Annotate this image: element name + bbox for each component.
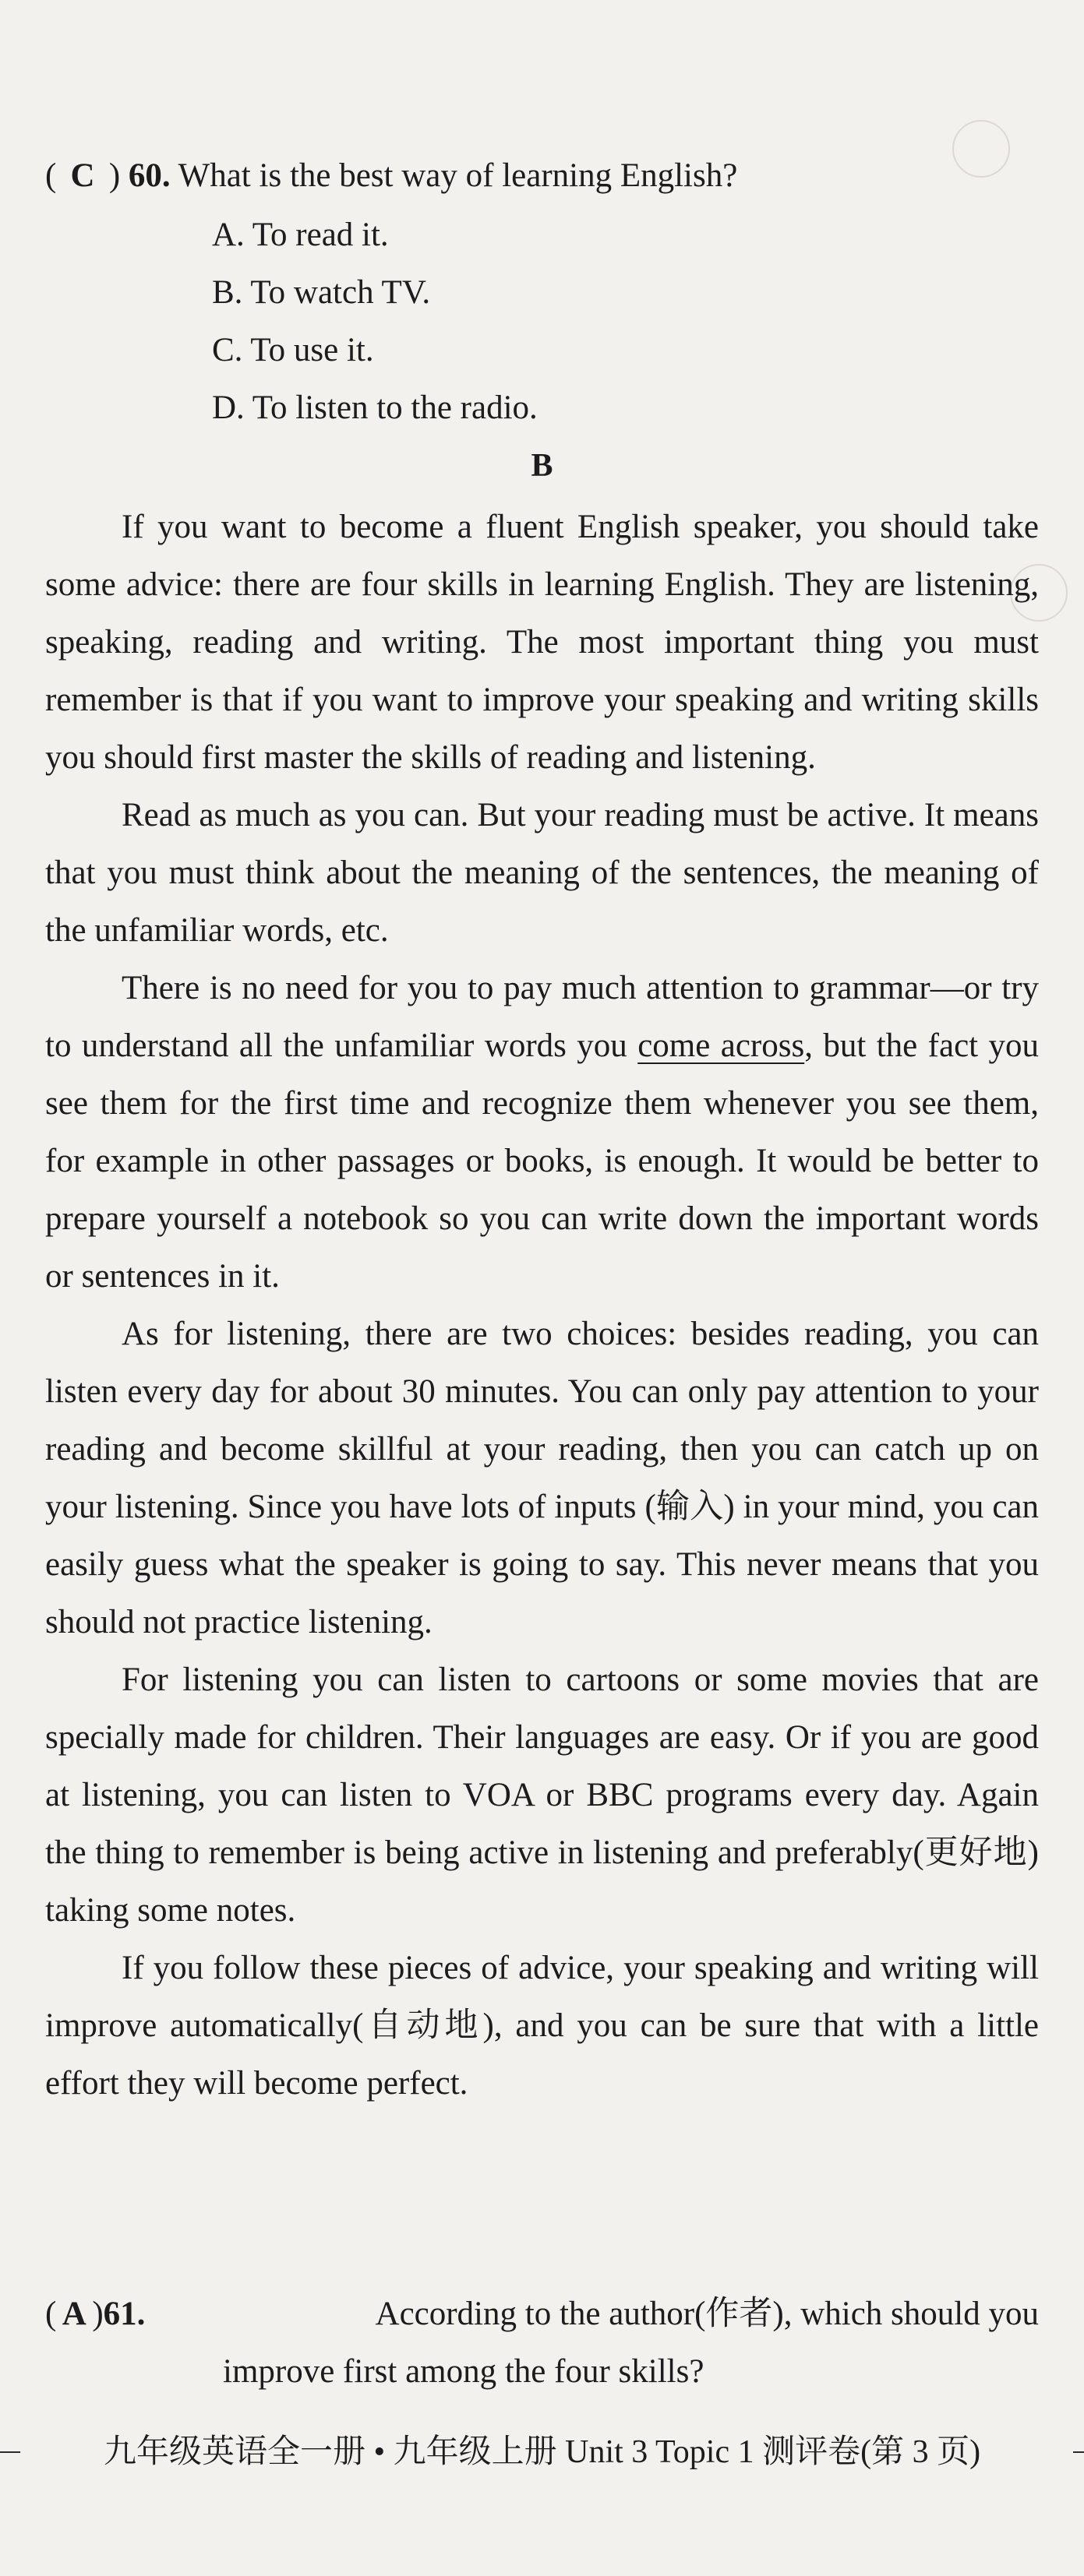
question-61 <box>45 2285 1039 2401</box>
question-number-60: 60. <box>128 157 171 194</box>
paragraph-1: If you want to become a fluent English speaker, you should take some advice: there are four skills in learning English. They are listening, speaking, reading and writing. The most important thing you must remember is that if you want to improve your speaking and writing skills you should first master the skills of reading and listening. <box>45 509 1039 776</box>
reading-passage <box>45 499 1039 2113</box>
answer-close-paren: ) <box>92 2296 104 2332</box>
option-a: A. To read it. <box>212 217 389 253</box>
underlined-phrase: come across <box>637 1027 805 1064</box>
paragraph-2: Read as much as you can. But your reading must be active. It means that you must think about the meaning of the sentences, the meaning of the unfamiliar words, etc. <box>45 797 1039 949</box>
question-text-60: What is the best way of learning English? <box>178 157 738 194</box>
question-60 <box>45 154 737 198</box>
options-60 <box>212 213 538 444</box>
watermark-stamp-icon <box>952 120 1010 178</box>
answer-open-paren: ( <box>45 2296 57 2332</box>
paragraph-3 <box>45 960 1039 1306</box>
footer-text: 九年级英语全一册 • 九年级上册 Unit 3 Topic 1 测评卷(第 3 页) <box>103 2434 981 2470</box>
paragraph-4: As for listening, there are two choices: besides reading, you can listen every day for about 30 minutes. You can only pay attention to your reading and become skillful at your reading, then you can catch up on your listening. Since you have lots of inputs (输入) in your mind, you can easily guess what the speaker is going to say. This never means that you should not practice listening. <box>45 1316 1039 1640</box>
footer-rule-right <box>1073 2451 1084 2453</box>
question-text-61-line-1: According to the author(作者), which should you <box>375 2296 1039 2332</box>
paragraph-5: For listening you can listen to cartoons or some movies that are specially made for children. Their languages are easy. Or if you are good at listening, you can listen to VOA or BBC programs every day. Again the thing to remember is being active in listening and preferably(更好地) taking some notes. <box>45 1662 1039 1929</box>
answer-open-paren: ( <box>45 157 57 194</box>
option-b: B. To watch TV. <box>212 274 431 311</box>
question-text-61-line-2: improve first among the four skills? <box>223 2353 704 2390</box>
answer-60: C <box>70 157 95 194</box>
answer-close-paren: ) <box>108 157 121 194</box>
page-footer <box>0 2421 1084 2483</box>
section-label: B <box>531 448 553 484</box>
footer-rule-left <box>0 2451 20 2453</box>
paragraph-3-part-2: , but the fact you see them for the first time and recognize them whenever you see them, for example in other passages or books, is enough. It would be better to prepare yourself a notebook so you can write down the important words or sentences in it. <box>45 1027 1040 1295</box>
paragraph-6: If you follow these pieces of advice, your speaking and writing will improve automatically(自动地), and you can be sure that with a little effort they will become perfect. <box>45 1950 1039 2102</box>
option-d: D. To listen to the radio. <box>212 389 538 426</box>
question-number-61: 61. <box>103 2296 146 2332</box>
option-c: C. To use it. <box>212 332 374 368</box>
paragraph-3-part-1: There is no need for you to pay much attention to grammar—or try to understand all the unfamiliar words you <box>45 970 1039 1064</box>
answer-61: A <box>62 2296 87 2332</box>
